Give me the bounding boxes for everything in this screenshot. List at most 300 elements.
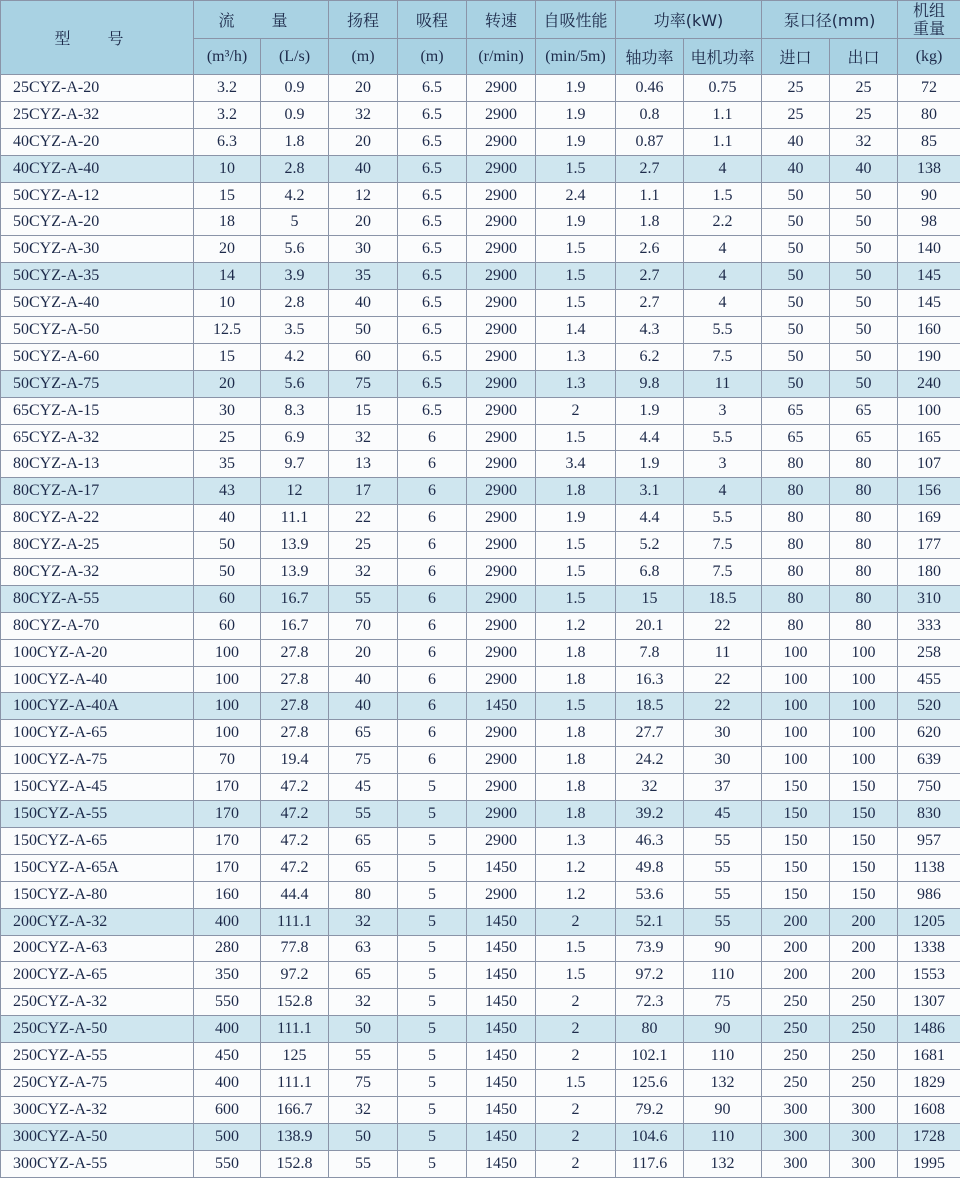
cell-weight: 190 (898, 343, 960, 370)
cell-flow-ls: 27.8 (261, 720, 329, 747)
cell-outlet: 150 (830, 881, 898, 908)
cell-motor-power: 0.75 (684, 75, 762, 102)
cell-motor-power: 3 (684, 397, 762, 424)
cell-self-priming: 1.2 (536, 612, 616, 639)
cell-flow-ls: 27.8 (261, 639, 329, 666)
cell-model: 50CYZ-A-75 (1, 370, 194, 397)
table-row (1, 827, 960, 854)
cell-shaft-power: 102.1 (616, 1043, 684, 1070)
cell-shaft-power: 72.3 (616, 989, 684, 1016)
cell-self-priming: 2 (536, 1096, 616, 1123)
table-row (1, 962, 960, 989)
cell-outlet: 250 (830, 1016, 898, 1043)
cell-motor-power: 7.5 (684, 343, 762, 370)
cell-self-priming: 1.8 (536, 747, 616, 774)
cell-inlet: 250 (762, 1016, 830, 1043)
cell-weight: 1728 (898, 1123, 960, 1150)
cell-outlet: 80 (830, 505, 898, 532)
cell-flow-ls: 166.7 (261, 1096, 329, 1123)
cell-head: 20 (329, 209, 398, 236)
cell-flow-ls: 2.8 (261, 290, 329, 317)
cell-model: 50CYZ-A-30 (1, 236, 194, 263)
cell-shaft-power: 7.8 (616, 639, 684, 666)
cell-flow-ls: 2.8 (261, 155, 329, 182)
cell-flow-ls: 152.8 (261, 989, 329, 1016)
cell-weight: 1138 (898, 854, 960, 881)
cell-head: 55 (329, 585, 398, 612)
cell-weight: 310 (898, 585, 960, 612)
cell-outlet: 100 (830, 639, 898, 666)
cell-weight: 160 (898, 317, 960, 344)
cell-model: 250CYZ-A-55 (1, 1043, 194, 1070)
cell-flow-m3h: 170 (194, 774, 261, 801)
cell-head: 55 (329, 1043, 398, 1070)
cell-outlet: 25 (830, 75, 898, 102)
cell-weight: 1553 (898, 962, 960, 989)
cell-flow-m3h: 100 (194, 693, 261, 720)
cell-weight: 1307 (898, 989, 960, 1016)
cell-outlet: 300 (830, 1123, 898, 1150)
cell-flow-ls: 1.8 (261, 128, 329, 155)
cell-speed: 2900 (467, 236, 536, 263)
cell-weight: 80 (898, 101, 960, 128)
cell-flow-m3h: 20 (194, 370, 261, 397)
cell-suction: 6.5 (398, 182, 467, 209)
cell-model: 100CYZ-A-75 (1, 747, 194, 774)
cell-weight: 750 (898, 774, 960, 801)
cell-speed: 2900 (467, 370, 536, 397)
cell-motor-power: 37 (684, 774, 762, 801)
header-bore: 泵口径(mm) (762, 1, 898, 39)
cell-inlet: 150 (762, 801, 830, 828)
cell-speed: 2900 (467, 263, 536, 290)
cell-motor-power: 22 (684, 612, 762, 639)
cell-motor-power: 4 (684, 290, 762, 317)
cell-weight: 90 (898, 182, 960, 209)
cell-flow-m3h: 25 (194, 424, 261, 451)
cell-motor-power: 5.5 (684, 505, 762, 532)
cell-flow-ls: 138.9 (261, 1123, 329, 1150)
cell-head: 63 (329, 935, 398, 962)
header-weight-unit: (kg) (898, 39, 960, 75)
cell-speed: 2900 (467, 666, 536, 693)
cell-motor-power: 4 (684, 236, 762, 263)
cell-model: 50CYZ-A-12 (1, 182, 194, 209)
cell-model: 50CYZ-A-20 (1, 209, 194, 236)
cell-self-priming: 2 (536, 989, 616, 1016)
cell-self-priming: 3.4 (536, 451, 616, 478)
cell-model: 80CYZ-A-13 (1, 451, 194, 478)
cell-flow-m3h: 50 (194, 559, 261, 586)
cell-outlet: 80 (830, 612, 898, 639)
cell-suction: 6.5 (398, 397, 467, 424)
cell-suction: 6.5 (398, 236, 467, 263)
cell-suction: 6.5 (398, 75, 467, 102)
cell-shaft-power: 73.9 (616, 935, 684, 962)
cell-motor-power: 4 (684, 155, 762, 182)
cell-shaft-power: 15 (616, 585, 684, 612)
cell-outlet: 250 (830, 1069, 898, 1096)
header-motor-power: 电机功率 (684, 39, 762, 75)
cell-head: 40 (329, 693, 398, 720)
cell-motor-power: 55 (684, 854, 762, 881)
cell-head: 15 (329, 397, 398, 424)
cell-motor-power: 110 (684, 1123, 762, 1150)
cell-suction: 6 (398, 505, 467, 532)
cell-suction: 6.5 (398, 101, 467, 128)
cell-head: 25 (329, 532, 398, 559)
cell-model: 250CYZ-A-32 (1, 989, 194, 1016)
cell-suction: 5 (398, 774, 467, 801)
header-power: 功率(kW) (616, 1, 762, 39)
cell-flow-ls: 5 (261, 209, 329, 236)
cell-speed: 2900 (467, 155, 536, 182)
cell-flow-ls: 47.2 (261, 774, 329, 801)
table-row (1, 370, 960, 397)
header-flow: 流 量 (194, 1, 329, 39)
cell-head: 32 (329, 1096, 398, 1123)
cell-speed: 2900 (467, 290, 536, 317)
cell-motor-power: 2.2 (684, 209, 762, 236)
cell-outlet: 50 (830, 236, 898, 263)
cell-suction: 6 (398, 585, 467, 612)
cell-head: 32 (329, 424, 398, 451)
cell-flow-m3h: 170 (194, 801, 261, 828)
cell-flow-m3h: 400 (194, 1069, 261, 1096)
cell-flow-m3h: 280 (194, 935, 261, 962)
cell-flow-m3h: 100 (194, 720, 261, 747)
cell-inlet: 150 (762, 774, 830, 801)
cell-shaft-power: 4.3 (616, 317, 684, 344)
cell-outlet: 50 (830, 317, 898, 344)
cell-motor-power: 110 (684, 1043, 762, 1070)
cell-flow-ls: 19.4 (261, 747, 329, 774)
cell-head: 32 (329, 559, 398, 586)
cell-outlet: 100 (830, 693, 898, 720)
cell-speed: 2900 (467, 532, 536, 559)
cell-self-priming: 1.8 (536, 801, 616, 828)
cell-weight: 520 (898, 693, 960, 720)
cell-inlet: 80 (762, 585, 830, 612)
cell-head: 65 (329, 827, 398, 854)
cell-weight: 169 (898, 505, 960, 532)
cell-motor-power: 90 (684, 1096, 762, 1123)
cell-inlet: 100 (762, 693, 830, 720)
table-body (1, 75, 960, 1178)
cell-motor-power: 90 (684, 1016, 762, 1043)
cell-model: 65CYZ-A-32 (1, 424, 194, 451)
header-self-priming: 自吸性能 (536, 1, 616, 39)
cell-flow-ls: 5.6 (261, 236, 329, 263)
cell-speed: 1450 (467, 962, 536, 989)
cell-inlet: 250 (762, 1069, 830, 1096)
table-row (1, 989, 960, 1016)
cell-head: 55 (329, 801, 398, 828)
cell-self-priming: 1.3 (536, 827, 616, 854)
cell-motor-power: 22 (684, 666, 762, 693)
cell-inlet: 300 (762, 1150, 830, 1177)
cell-model: 25CYZ-A-32 (1, 101, 194, 128)
cell-inlet: 50 (762, 317, 830, 344)
cell-speed: 2900 (467, 209, 536, 236)
cell-speed: 2900 (467, 639, 536, 666)
cell-self-priming: 1.5 (536, 559, 616, 586)
cell-model: 250CYZ-A-50 (1, 1016, 194, 1043)
cell-speed: 2900 (467, 747, 536, 774)
cell-suction: 5 (398, 989, 467, 1016)
cell-shaft-power: 6.8 (616, 559, 684, 586)
header-speed: 转速 (467, 1, 536, 39)
cell-weight: 957 (898, 827, 960, 854)
cell-motor-power: 1.1 (684, 128, 762, 155)
cell-self-priming: 1.5 (536, 155, 616, 182)
cell-outlet: 50 (830, 182, 898, 209)
cell-suction: 5 (398, 854, 467, 881)
cell-suction: 5 (398, 1043, 467, 1070)
cell-flow-m3h: 15 (194, 182, 261, 209)
cell-speed: 1450 (467, 854, 536, 881)
cell-outlet: 300 (830, 1096, 898, 1123)
cell-suction: 5 (398, 827, 467, 854)
cell-suction: 6 (398, 693, 467, 720)
cell-flow-m3h: 43 (194, 478, 261, 505)
cell-inlet: 50 (762, 236, 830, 263)
cell-flow-m3h: 14 (194, 263, 261, 290)
cell-self-priming: 1.5 (536, 236, 616, 263)
cell-self-priming: 1.5 (536, 962, 616, 989)
cell-inlet: 100 (762, 666, 830, 693)
table-row (1, 101, 960, 128)
table-row (1, 1123, 960, 1150)
table-row (1, 236, 960, 263)
cell-motor-power: 1.5 (684, 182, 762, 209)
cell-inlet: 150 (762, 881, 830, 908)
cell-model: 200CYZ-A-63 (1, 935, 194, 962)
table-row (1, 1069, 960, 1096)
cell-flow-m3h: 18 (194, 209, 261, 236)
cell-speed: 1450 (467, 1016, 536, 1043)
cell-self-priming: 2 (536, 1150, 616, 1177)
cell-outlet: 25 (830, 101, 898, 128)
cell-flow-ls: 111.1 (261, 1016, 329, 1043)
cell-flow-m3h: 50 (194, 532, 261, 559)
table-row (1, 666, 960, 693)
cell-model: 80CYZ-A-17 (1, 478, 194, 505)
cell-outlet: 65 (830, 397, 898, 424)
cell-model: 40CYZ-A-40 (1, 155, 194, 182)
cell-model: 150CYZ-A-45 (1, 774, 194, 801)
cell-weight: 156 (898, 478, 960, 505)
cell-outlet: 150 (830, 827, 898, 854)
cell-flow-m3h: 160 (194, 881, 261, 908)
cell-model: 250CYZ-A-75 (1, 1069, 194, 1096)
cell-head: 40 (329, 155, 398, 182)
cell-suction: 6 (398, 451, 467, 478)
cell-inlet: 80 (762, 451, 830, 478)
cell-suction: 6 (398, 478, 467, 505)
cell-outlet: 80 (830, 559, 898, 586)
cell-self-priming: 1.9 (536, 101, 616, 128)
cell-head: 32 (329, 989, 398, 1016)
cell-shaft-power: 1.9 (616, 451, 684, 478)
cell-head: 40 (329, 666, 398, 693)
table-row (1, 128, 960, 155)
cell-weight: 177 (898, 532, 960, 559)
cell-inlet: 50 (762, 209, 830, 236)
cell-flow-ls: 9.7 (261, 451, 329, 478)
cell-shaft-power: 39.2 (616, 801, 684, 828)
cell-motor-power: 1.1 (684, 101, 762, 128)
cell-self-priming: 1.4 (536, 317, 616, 344)
cell-flow-m3h: 550 (194, 1150, 261, 1177)
cell-weight: 830 (898, 801, 960, 828)
cell-weight: 72 (898, 75, 960, 102)
cell-inlet: 40 (762, 128, 830, 155)
table-row (1, 612, 960, 639)
cell-head: 32 (329, 101, 398, 128)
cell-flow-m3h: 40 (194, 505, 261, 532)
cell-flow-m3h: 12.5 (194, 317, 261, 344)
table-row (1, 1016, 960, 1043)
cell-outlet: 50 (830, 290, 898, 317)
cell-weight: 620 (898, 720, 960, 747)
cell-weight: 140 (898, 236, 960, 263)
cell-suction: 6.5 (398, 209, 467, 236)
cell-model: 150CYZ-A-65A (1, 854, 194, 881)
cell-inlet: 65 (762, 424, 830, 451)
cell-flow-ls: 0.9 (261, 101, 329, 128)
cell-head: 35 (329, 263, 398, 290)
cell-speed: 2900 (467, 585, 536, 612)
cell-weight: 1829 (898, 1069, 960, 1096)
cell-weight: 333 (898, 612, 960, 639)
cell-flow-m3h: 15 (194, 343, 261, 370)
cell-outlet: 150 (830, 801, 898, 828)
cell-model: 200CYZ-A-32 (1, 908, 194, 935)
cell-speed: 2900 (467, 612, 536, 639)
cell-self-priming: 1.2 (536, 854, 616, 881)
cell-shaft-power: 2.7 (616, 155, 684, 182)
header-flow-ls: (L/s) (261, 39, 329, 75)
cell-speed: 1450 (467, 1043, 536, 1070)
cell-speed: 2900 (467, 720, 536, 747)
cell-head: 50 (329, 317, 398, 344)
cell-flow-m3h: 6.3 (194, 128, 261, 155)
cell-suction: 6 (398, 720, 467, 747)
cell-flow-m3h: 100 (194, 666, 261, 693)
cell-speed: 2900 (467, 75, 536, 102)
cell-motor-power: 7.5 (684, 532, 762, 559)
cell-flow-ls: 4.2 (261, 343, 329, 370)
cell-suction: 6.5 (398, 343, 467, 370)
cell-flow-ls: 47.2 (261, 827, 329, 854)
table-row (1, 801, 960, 828)
cell-motor-power: 4 (684, 263, 762, 290)
cell-outlet: 50 (830, 263, 898, 290)
cell-self-priming: 1.5 (536, 1069, 616, 1096)
cell-head: 13 (329, 451, 398, 478)
table-row (1, 182, 960, 209)
cell-self-priming: 1.8 (536, 720, 616, 747)
cell-inlet: 150 (762, 827, 830, 854)
cell-suction: 5 (398, 1150, 467, 1177)
cell-model: 100CYZ-A-40 (1, 666, 194, 693)
cell-model: 150CYZ-A-65 (1, 827, 194, 854)
table-row (1, 1150, 960, 1177)
cell-flow-m3h: 3.2 (194, 101, 261, 128)
cell-head: 40 (329, 290, 398, 317)
header-suction: 吸程 (398, 1, 467, 39)
cell-outlet: 50 (830, 343, 898, 370)
cell-outlet: 80 (830, 532, 898, 559)
header-outlet: 出口 (830, 39, 898, 75)
cell-weight: 138 (898, 155, 960, 182)
cell-flow-m3h: 170 (194, 854, 261, 881)
cell-inlet: 100 (762, 747, 830, 774)
table-row (1, 317, 960, 344)
cell-flow-ls: 6.9 (261, 424, 329, 451)
cell-suction: 5 (398, 801, 467, 828)
cell-inlet: 250 (762, 1043, 830, 1070)
cell-outlet: 80 (830, 478, 898, 505)
cell-head: 20 (329, 639, 398, 666)
cell-inlet: 200 (762, 962, 830, 989)
cell-outlet: 150 (830, 774, 898, 801)
cell-weight: 455 (898, 666, 960, 693)
cell-speed: 2900 (467, 881, 536, 908)
cell-weight: 100 (898, 397, 960, 424)
cell-self-priming: 1.5 (536, 263, 616, 290)
cell-shaft-power: 4.4 (616, 424, 684, 451)
cell-outlet: 32 (830, 128, 898, 155)
table-row (1, 639, 960, 666)
cell-inlet: 80 (762, 532, 830, 559)
cell-head: 17 (329, 478, 398, 505)
cell-flow-ls: 16.7 (261, 585, 329, 612)
cell-self-priming: 1.8 (536, 666, 616, 693)
cell-flow-ls: 16.7 (261, 612, 329, 639)
cell-flow-ls: 4.2 (261, 182, 329, 209)
cell-flow-ls: 0.9 (261, 75, 329, 102)
header-self-priming-unit: (min/5m) (536, 39, 616, 75)
cell-model: 300CYZ-A-55 (1, 1150, 194, 1177)
cell-flow-ls: 47.2 (261, 854, 329, 881)
cell-self-priming: 1.5 (536, 532, 616, 559)
cell-flow-m3h: 600 (194, 1096, 261, 1123)
cell-flow-ls: 27.8 (261, 666, 329, 693)
cell-suction: 6.5 (398, 290, 467, 317)
cell-motor-power: 30 (684, 720, 762, 747)
cell-suction: 5 (398, 908, 467, 935)
table-row (1, 854, 960, 881)
cell-self-priming: 1.9 (536, 75, 616, 102)
cell-self-priming: 2 (536, 908, 616, 935)
cell-shaft-power: 104.6 (616, 1123, 684, 1150)
cell-outlet: 150 (830, 854, 898, 881)
cell-flow-m3h: 350 (194, 962, 261, 989)
table-row (1, 397, 960, 424)
cell-shaft-power: 52.1 (616, 908, 684, 935)
cell-weight: 639 (898, 747, 960, 774)
cell-shaft-power: 20.1 (616, 612, 684, 639)
cell-flow-m3h: 500 (194, 1123, 261, 1150)
cell-inlet: 65 (762, 397, 830, 424)
cell-flow-ls: 3.5 (261, 317, 329, 344)
cell-head: 50 (329, 1123, 398, 1150)
cell-shaft-power: 53.6 (616, 881, 684, 908)
cell-inlet: 200 (762, 935, 830, 962)
cell-weight: 1681 (898, 1043, 960, 1070)
